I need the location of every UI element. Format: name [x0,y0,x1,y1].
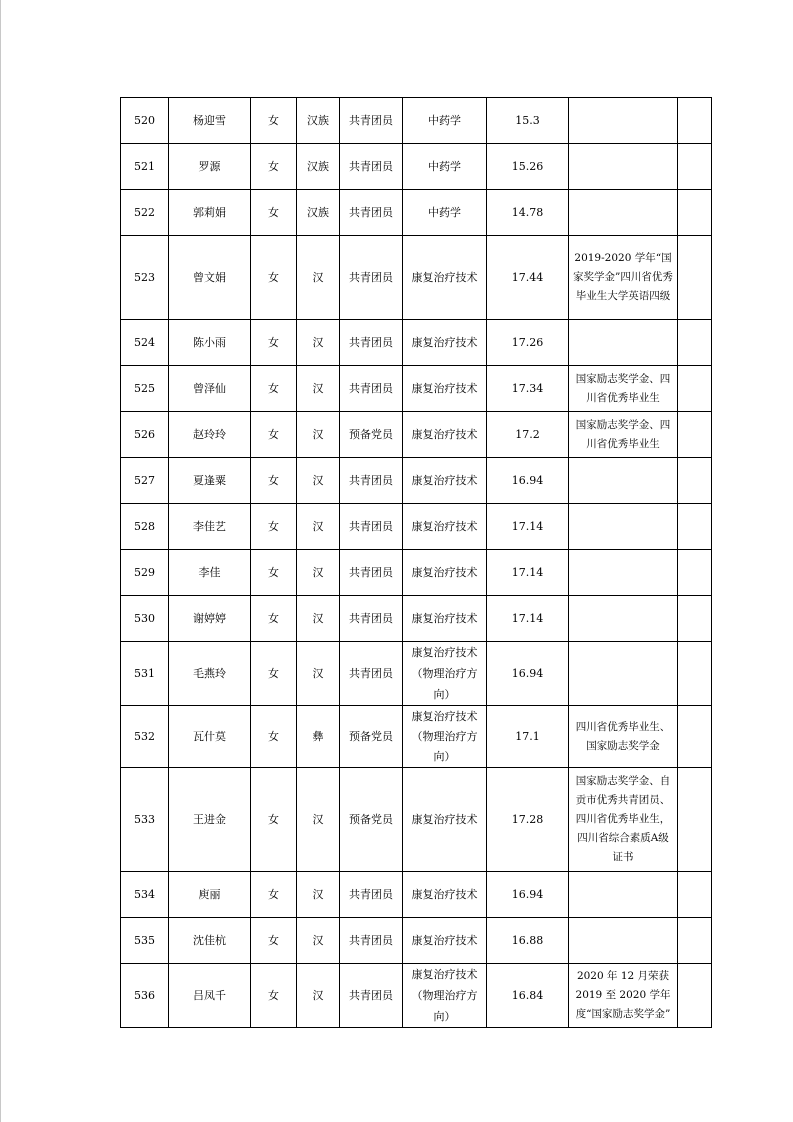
student-major: 康复治疗技术 [403,596,487,642]
student-score: 17.28 [487,768,569,872]
remarks-cell [678,458,712,504]
student-score: 15.3 [487,98,569,144]
student-roster-table [120,97,712,1028]
student-major: 康复治疗技术 [403,872,487,918]
student-awards: 四川省优秀毕业生、国家励志奖学金 [569,706,678,768]
student-name: 瓦什莫 [169,706,251,768]
student-politics: 共青团员 [340,504,403,550]
student-politics: 预备党员 [340,412,403,458]
student-gender: 女 [251,98,297,144]
student-awards [569,642,678,706]
student-id: 534 [121,872,169,918]
table-row [121,642,712,706]
student-major: 康复治疗技术 [403,504,487,550]
student-ethnicity: 汉 [297,412,340,458]
student-score: 16.94 [487,642,569,706]
remarks-cell [678,190,712,236]
student-awards [569,98,678,144]
table-row [121,458,712,504]
student-name: 毛燕玲 [169,642,251,706]
student-major: 康复治疗技术 [403,458,487,504]
student-awards [569,320,678,366]
student-ethnicity: 汉 [297,236,340,320]
table-row [121,366,712,412]
student-gender: 女 [251,320,297,366]
student-ethnicity: 汉族 [297,98,340,144]
table-row [121,190,712,236]
table-row [121,596,712,642]
student-ethnicity: 汉 [297,964,340,1028]
remarks-cell [678,550,712,596]
student-score: 16.94 [487,458,569,504]
student-politics: 共青团员 [340,596,403,642]
student-id: 531 [121,642,169,706]
remarks-cell [678,504,712,550]
remarks-cell [678,918,712,964]
student-politics: 共青团员 [340,964,403,1028]
student-politics: 共青团员 [340,144,403,190]
student-score: 17.2 [487,412,569,458]
student-major: 中药学 [403,190,487,236]
student-major: 康复治疗技术 [403,366,487,412]
student-ethnicity: 汉 [297,642,340,706]
student-politics: 共青团员 [340,458,403,504]
student-gender: 女 [251,964,297,1028]
student-ethnicity: 彝 [297,706,340,768]
student-score: 17.34 [487,366,569,412]
student-id: 535 [121,918,169,964]
student-awards [569,144,678,190]
student-ethnicity: 汉 [297,366,340,412]
student-name: 夏逢粟 [169,458,251,504]
table-row [121,918,712,964]
student-politics: 共青团员 [340,872,403,918]
student-score: 17.44 [487,236,569,320]
student-awards: 国家励志奖学金、四川省优秀毕业生 [569,366,678,412]
student-gender: 女 [251,144,297,190]
student-id: 530 [121,596,169,642]
student-gender: 女 [251,642,297,706]
student-major: 康复治疗技术（物理治疗方向） [403,642,487,706]
student-gender: 女 [251,550,297,596]
student-ethnicity: 汉 [297,504,340,550]
student-id: 525 [121,366,169,412]
table-row [121,144,712,190]
student-name: 沈佳杭 [169,918,251,964]
student-awards [569,596,678,642]
student-name: 陈小雨 [169,320,251,366]
student-awards: 2020 年 12 月荣获 2019 至 2020 学年度“国家励志奖学金” [569,964,678,1028]
student-major: 康复治疗技术 [403,412,487,458]
student-name: 曾文娟 [169,236,251,320]
student-major: 康复治疗技术（物理治疗方向） [403,964,487,1028]
student-name: 郭莉娟 [169,190,251,236]
remarks-cell [678,964,712,1028]
student-awards: 国家励志奖学金、自贡市优秀共青团员、四川省优秀毕业生，四川省综合素质A级证书 [569,768,678,872]
student-ethnicity: 汉 [297,550,340,596]
student-politics: 共青团员 [340,366,403,412]
student-awards [569,190,678,236]
table-row [121,320,712,366]
student-politics: 共青团员 [340,320,403,366]
student-score: 16.88 [487,918,569,964]
student-score: 17.14 [487,596,569,642]
student-politics: 共青团员 [340,642,403,706]
student-name: 李佳艺 [169,504,251,550]
student-id: 526 [121,412,169,458]
student-awards [569,550,678,596]
student-id: 532 [121,706,169,768]
student-ethnicity: 汉 [297,768,340,872]
student-score: 17.14 [487,550,569,596]
student-id: 536 [121,964,169,1028]
student-name: 赵玲玲 [169,412,251,458]
table-row [121,706,712,768]
student-ethnicity: 汉族 [297,190,340,236]
table-row [121,768,712,872]
student-ethnicity: 汉 [297,918,340,964]
student-name: 王进金 [169,768,251,872]
student-name: 李佳 [169,550,251,596]
student-name: 曾泽仙 [169,366,251,412]
remarks-cell [678,320,712,366]
student-major: 康复治疗技术（物理治疗方向） [403,706,487,768]
student-awards [569,504,678,550]
student-id: 522 [121,190,169,236]
remarks-cell [678,366,712,412]
remarks-cell [678,98,712,144]
student-score: 17.14 [487,504,569,550]
student-gender: 女 [251,412,297,458]
student-awards: 国家励志奖学金、四川省优秀毕业生 [569,412,678,458]
student-score: 17.1 [487,706,569,768]
student-ethnicity: 汉族 [297,144,340,190]
remarks-cell [678,596,712,642]
student-name: 罗源 [169,144,251,190]
student-major: 康复治疗技术 [403,550,487,596]
table-row [121,964,712,1028]
student-score: 16.84 [487,964,569,1028]
student-awards [569,458,678,504]
student-awards: 2019-2020 学年“国家奖学金”四川省优秀毕业生大学英语四级 [569,236,678,320]
student-ethnicity: 汉 [297,320,340,366]
student-score: 16.94 [487,872,569,918]
student-score: 17.26 [487,320,569,366]
student-major: 康复治疗技术 [403,918,487,964]
student-score: 14.78 [487,190,569,236]
student-name: 谢婷婷 [169,596,251,642]
student-gender: 女 [251,596,297,642]
remarks-cell [678,144,712,190]
table-row [121,504,712,550]
student-gender: 女 [251,872,297,918]
student-gender: 女 [251,458,297,504]
remarks-cell [678,412,712,458]
student-major: 中药学 [403,144,487,190]
student-score: 15.26 [487,144,569,190]
remarks-cell [678,642,712,706]
student-awards [569,872,678,918]
student-id: 521 [121,144,169,190]
student-id: 528 [121,504,169,550]
remarks-cell [678,768,712,872]
student-ethnicity: 汉 [297,458,340,504]
student-gender: 女 [251,768,297,872]
student-major: 康复治疗技术 [403,320,487,366]
remarks-cell [678,236,712,320]
student-id: 527 [121,458,169,504]
table-row [121,872,712,918]
student-id: 523 [121,236,169,320]
student-gender: 女 [251,504,297,550]
table-row [121,412,712,458]
student-ethnicity: 汉 [297,596,340,642]
student-politics: 共青团员 [340,918,403,964]
student-id: 520 [121,98,169,144]
remarks-cell [678,706,712,768]
table-row [121,550,712,596]
student-major: 康复治疗技术 [403,236,487,320]
student-name: 杨迎雪 [169,98,251,144]
student-gender: 女 [251,706,297,768]
table-row [121,98,712,144]
remarks-cell [678,872,712,918]
student-major: 中药学 [403,98,487,144]
student-id: 533 [121,768,169,872]
student-politics: 共青团员 [340,190,403,236]
student-politics: 预备党员 [340,768,403,872]
student-id: 529 [121,550,169,596]
student-politics: 共青团员 [340,98,403,144]
student-gender: 女 [251,918,297,964]
student-politics: 预备党员 [340,706,403,768]
student-name: 庾丽 [169,872,251,918]
student-name: 吕凤千 [169,964,251,1028]
student-gender: 女 [251,236,297,320]
student-politics: 共青团员 [340,236,403,320]
student-major: 康复治疗技术 [403,768,487,872]
student-gender: 女 [251,190,297,236]
student-awards [569,918,678,964]
student-politics: 共青团员 [340,550,403,596]
student-id: 524 [121,320,169,366]
student-ethnicity: 汉 [297,872,340,918]
table-row [121,236,712,320]
student-gender: 女 [251,366,297,412]
